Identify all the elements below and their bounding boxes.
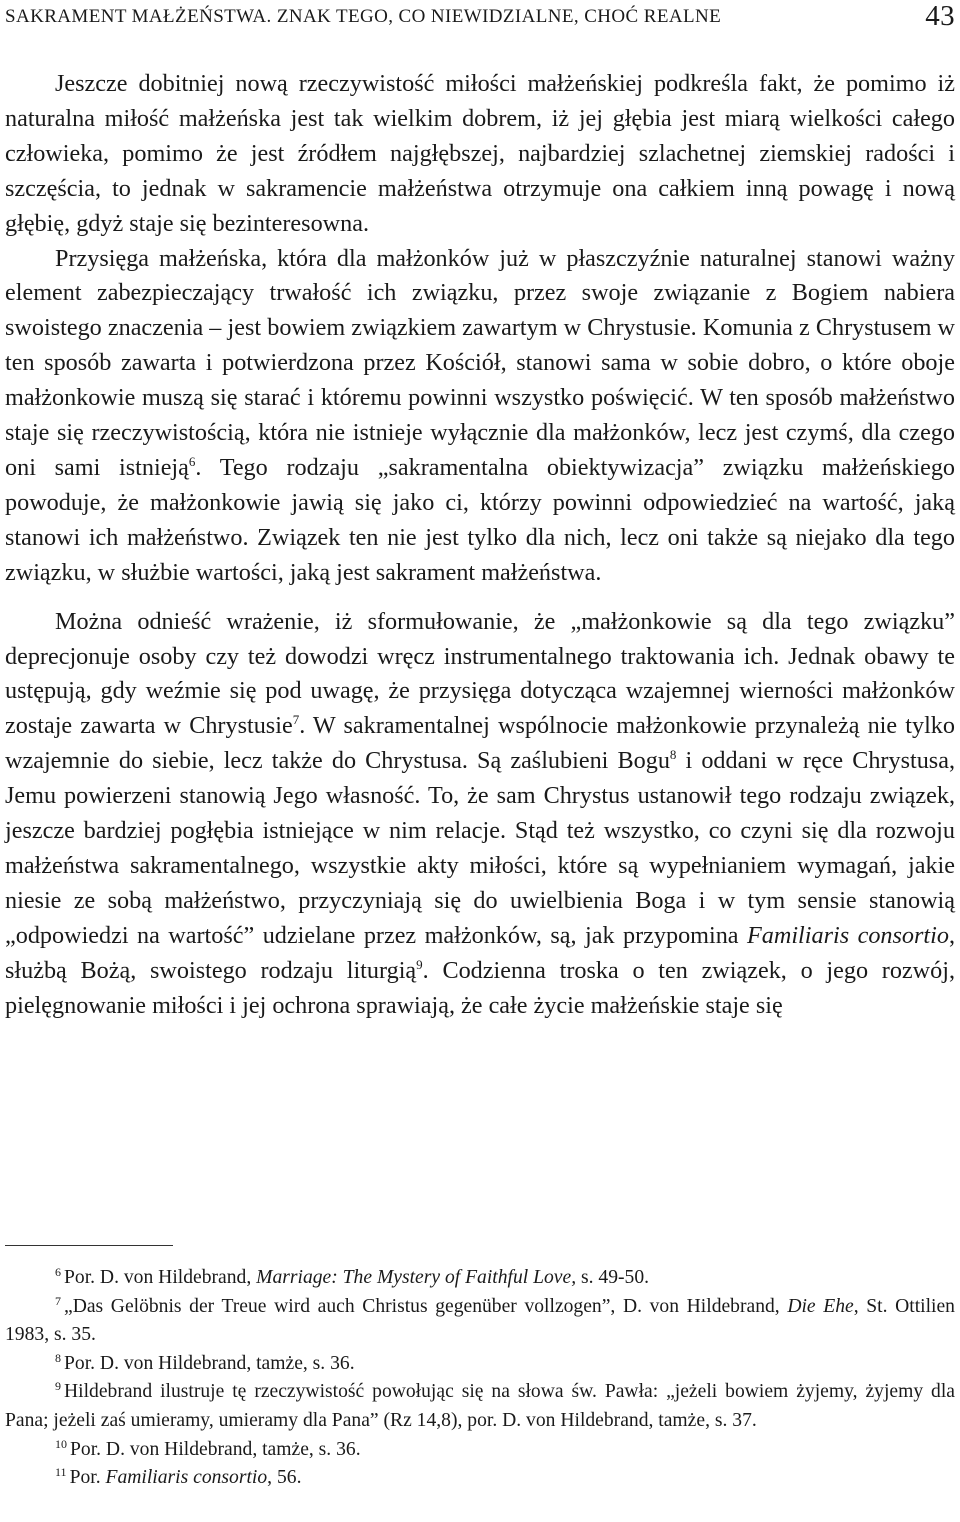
footnote-ref-8[interactable]: 8 xyxy=(669,747,677,763)
body-text xyxy=(5,67,955,1023)
paragraph-3 xyxy=(5,605,955,1024)
footnote-number: 10 xyxy=(55,1436,67,1451)
paragraph-3-text-e: . Codzienna troska o ten związek, o jego rozwój, pielęgnowanie miłości i jej ochrona sprawiają, że całe życie małżeńskie staje się xyxy=(5,956,955,1019)
footnote-number: 6 xyxy=(55,1265,61,1279)
footnote-6 xyxy=(5,1264,955,1293)
footnote-7 xyxy=(5,1293,955,1350)
footnote-italic: Marriage: The Mystery of Faithful Love, xyxy=(256,1267,577,1288)
paragraph-3-text-a: Można odnieść wrażenie, iż sformułowanie, że „małżonkowie są dla tego związku” deprecjonuje osoby czy też dowodzi wręcz instrumentalnego traktowania ich. Jednak obawy te ustępują, gdy weźmie się pod uwagę, że przysięga dotycząca wzajemnej wierności małżonków zostaje zawarta w Chrystusie xyxy=(5,607,955,740)
footnote-8 xyxy=(5,1350,955,1379)
footnote-text: Hildebrand ilustruje tę rzeczywistość powołując się na słowa św. Pawła: „jeżeli bowiem żyjemy, żyjemy dla Pana; jeżeli zaś umieramy, umieramy dla Pana” (Rz 14,8), por. D. von Hildebrand, tamże, s. 37. xyxy=(5,1381,955,1431)
footnote-divider xyxy=(5,1245,173,1246)
footnote-number: 7 xyxy=(55,1293,61,1308)
footnotes xyxy=(5,1264,955,1493)
paragraph-3-text-d: , służbą Bożą, swoistego rodzaju liturgią xyxy=(5,921,956,984)
italic-title: Familiaris consortio xyxy=(747,921,949,949)
footnote-text: s. 49-50. xyxy=(576,1267,650,1288)
paragraph-1 xyxy=(5,67,955,242)
paragraph-1-text: Jeszcze dobitniej nową rzeczywistość miłości małżeńskiej podkreśla fakt, że pomimo iż naturalna miłość małżeńska jest tak wielkim dobrem, iż jej głębia jest miarą wielkości całego człowieka, pomimo że jest źródłem najgłębszej, najbardziej szlachetnej ziemskiej radości i szczęścia, to jednak w sakramencie małżeństwa otrzymuje ona całkiem inną powagę i nową głębię, gdyż staje się bezinteresowna. xyxy=(5,70,955,237)
footnote-text: , St. Ottilien 1983, s. 35. xyxy=(5,1295,955,1346)
paragraph-3-text-c: i oddani w ręce Chrystusa, Jemu powierzeni stanowią Jego własność. To, że sam Chrystus ustanowił tego rodzaju związek, jeszcze bardziej pogłębia istniejące w nim relacje. Stąd też wszystko, co czyni się dla rozwoju małżeństwa sakramentalnego, wszystkie akty miłości, które są wypełnianiem wymagań, jakie niesie ze sobą małżeństwo, przyczyniają się do uwielbienia Boga i w tym sensie stanowią „odpowiedzi na wartość” udzielane przez małżonków, są, jak przypomina xyxy=(5,747,956,949)
footnote-italic: Die Ehe xyxy=(787,1295,854,1317)
footnote-text: Por. D. von Hildebrand, xyxy=(64,1267,257,1288)
footnote-italic: Familiaris consortio xyxy=(105,1467,268,1489)
paragraph-2-text-b: . Tego rodzaju „sakramentalna obiektywizacja” związku małżeńskiego powoduje, że małżonkowie jawią się jako ci, którzy powinni odpowiedzieć na wartość, jaką stanowi ich małżeństwo. Związek ten nie jest tylko dla nich, lecz oni także są niejako dla tego związku, w służbie wartości, jaką jest sakrament małżeństwa. xyxy=(5,453,956,586)
footnote-ref-7[interactable]: 7 xyxy=(292,712,300,728)
footnote-number: 9 xyxy=(55,1379,61,1394)
footnote-9 xyxy=(5,1378,955,1435)
footnote-number: 11 xyxy=(55,1465,67,1480)
footnote-text: Por. D. von Hildebrand, tamże, s. 36. xyxy=(70,1438,361,1460)
footnote-text: „Das Gelöbnis der Treue wird auch Christus gegenüber vollzogen”, D. von Hildebrand, xyxy=(64,1295,788,1317)
running-header xyxy=(5,2,955,32)
footnote-text: Por. xyxy=(69,1467,106,1489)
footnote-11 xyxy=(5,1464,955,1493)
footnote-ref-6[interactable]: 6 xyxy=(188,453,196,469)
page-number: 43 xyxy=(925,0,955,32)
footnote-text: , 56. xyxy=(267,1467,302,1489)
running-title: SAKRAMENT MAŁŻEŃSTWA. ZNAK TEGO, CO NIEWIDZIALNE, CHOĆ REALNE xyxy=(5,6,722,27)
paragraph-3-text-b: . W sakramentalnej wspólnocie małżonkowie przynależą nie tylko wzajemnie do siebie, lecz także do Chrystusa. Są zaślubieni Bogu xyxy=(5,712,955,775)
footnote-text: Por. D. von Hildebrand, tamże, s. 36. xyxy=(64,1352,355,1374)
paragraph-2-text-a: Przysięga małżeńska, która dla małżonków już w płaszczyźnie naturalnej stanowi ważny element zabezpieczający trwałość ich związku, przez swoje związanie z Bogiem nabiera swoistego znaczenia – jest bowiem związkiem zawartym w Chrystusie. Komunia z Chrystusem w ten sposób zawarta i potwierdzona przez Kościół, stanowi sama w sobie dobro, o które oboje małżonkowie muszą się starać i któremu powinni wszystko poświęcić. W ten sposób małżeństwo staje się rzeczywistością, która nie istnieje wyłącznie dla małżonków, lecz jest czymś, dla czego oni sami istnieją xyxy=(5,244,955,481)
footnote-10 xyxy=(5,1436,955,1465)
footnote-number: 8 xyxy=(55,1350,61,1365)
footnote-ref-9[interactable]: 9 xyxy=(416,956,423,972)
paragraph-2 xyxy=(5,242,955,591)
